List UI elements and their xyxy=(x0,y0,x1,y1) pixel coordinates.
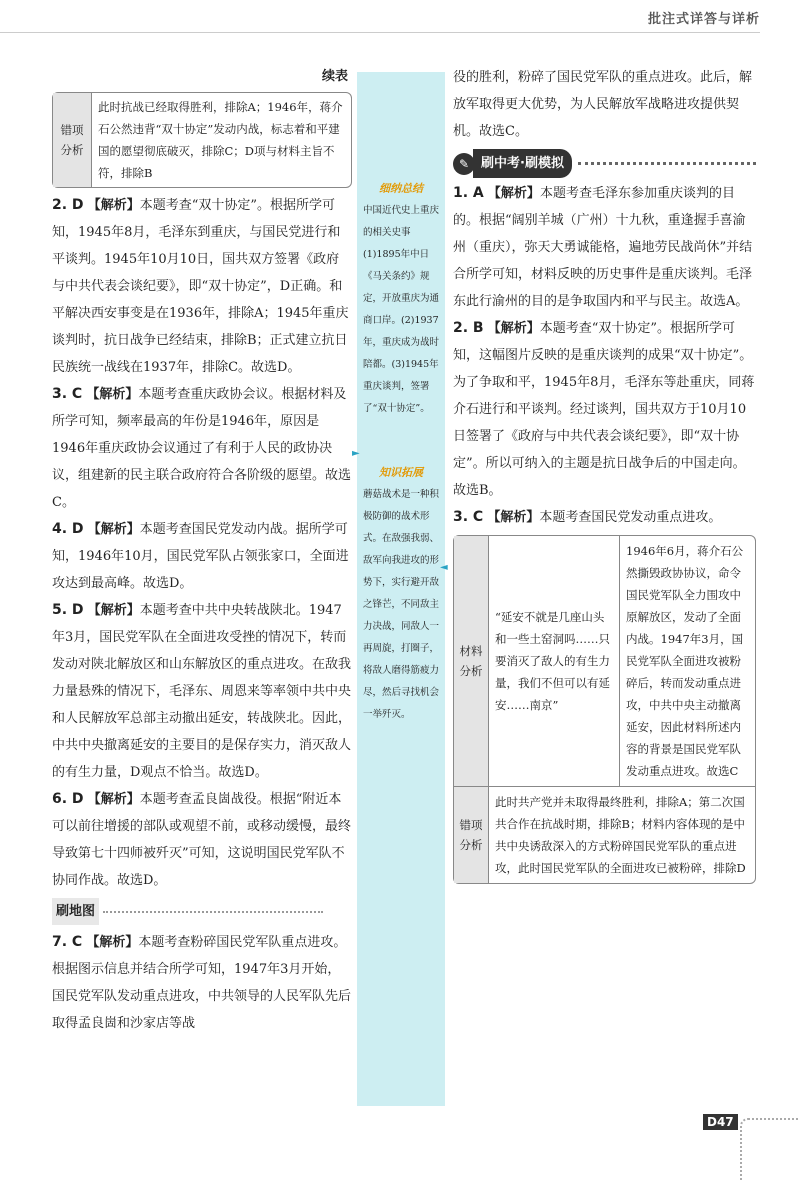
right-column xyxy=(453,64,756,884)
pointer-arrow-icon: ► xyxy=(352,448,360,459)
answer-7: 7. C 【解析】本题考查粉碎国民党军队重点进攻。根据图示信息并结合所学可知，1947年3月开始，国民党军队发动重点进攻，中共领导的人民军队先后取得孟良崮和沙家店等战 xyxy=(52,934,352,1031)
material-analysis: 1946年6月，蒋介石公然撕毁政协协议，命令国民党军队全力围攻中原解放区，发动了全面内战。1947年3月，国民党军队全面进攻被粉碎后，转而发动重点进攻，中共中央主动撤离延安，因此材料所述内容的背景是国民党军队发动重点进攻。故选C xyxy=(626,544,744,778)
extension-title: 知识拓展 xyxy=(379,466,423,479)
material-quote: “延安不就是几座山头和一些土窑洞吗……只要消灭了敌人的有生力量，我们不但可以有延安……南京” xyxy=(489,536,620,786)
section-map: 刷地图 xyxy=(52,894,352,929)
answer-7-continued: 役的胜利，粉碎了国民党军队的重点进攻。此后，解放军取得更大优势，为人民解放军战略进攻提供契机。故选C。 xyxy=(453,70,753,139)
mock-answer-2: 2. B 【解析】本题考查“双十协定”。根据所学可知，这幅图片反映的是重庆谈判的成果“双十协定”。为了争取和平，1945年8月，毛泽东等赴重庆，同蒋介石进行和平谈判。经过谈判，国共双方于10月10日签署了《政府与中共代表会谈纪要》，即“双十协定”。所以可纳入的主题是抗日战争后的中国走向。故选B。 xyxy=(453,320,755,498)
page-number: D47 xyxy=(703,1114,738,1130)
wrong-label: 错项分析 xyxy=(454,787,489,883)
page-corner-decoration xyxy=(740,1118,800,1180)
material-label: 材料分析 xyxy=(454,536,489,786)
answer-4: 4. D 【解析】本题考查国民党发动内战。据所学可知，1946年10月，国民党军队占领张家口，全面进攻达到最高峰。故选D。 xyxy=(52,521,349,591)
pen-icon: ✎ xyxy=(453,153,475,175)
analysis-table xyxy=(453,535,756,884)
notes-sidebar xyxy=(357,72,445,1106)
header-title: 批注式详答与详析 xyxy=(647,12,760,27)
wrong-analysis: 此时共产党并未取得最终胜利，排除A；第二次国共合作在抗战时期，排除B；材料内容体现的是中共中央诱敌深入的方式粉碎国民党军队的重点进攻，此时国民党军队的全面进攻已被粉碎，排除D xyxy=(495,795,746,875)
summary-title: 细纳总结 xyxy=(379,182,423,195)
wrong-row xyxy=(454,787,755,883)
box-text: 此时抗战已经取得胜利，排除A；1946年，蒋介石公然违背“双十协定”发动内战，标志着和平建国的愿望彻底破灭，排除C；D项与材料主旨不符，排除B xyxy=(98,100,343,180)
answer-3: 3. C 【解析】本题考查重庆政协会议。根据材料及所学可知，频率最高的年份是1946年，原因是1946年重庆政协会议通过了有利于人民的政协决议，组建新的民主联合政府符合各阶级的愿望。故选C。 xyxy=(52,386,352,510)
answer-2: 2. D 【解析】本题考查“双十协定”。根据所学可知，1945年8月，毛泽东到重庆，与国民党进行和平谈判。1945年10月10日，国共双方签署《政府与中共代表会谈纪要》，即“双十协定”，D正确。和平解决西安事变是在1936年，排除A；1945年重庆谈判时，抗日战争已经结束，排除B；正式建立抗日民族统一战线在1937年，排除C。故选D。 xyxy=(52,197,349,375)
mock-answer-1: 1. A 【解析】本题考查毛泽东参加重庆谈判的目的。根据“阔别羊城（广州）十九秋，重逢握手喜渝州（重庆），弥天大勇诚能格，遍地劳民战尚休”并结合所学可知，材料反映的历史事件是重庆谈判。毛泽东此行渝州的目的是争取国内和平与民主。故选A。 xyxy=(453,185,753,309)
header-divider xyxy=(0,32,760,33)
material-row xyxy=(454,536,755,787)
wrong-option-box xyxy=(52,92,352,188)
answer-6: 6. D 【解析】本题考查孟良崮战役。根据“附近本可以前往增援的部队或观望不前，或移动缓慢，最终导致第七十四师被歼灭”可知，这说明国民党军队不协同作战。故选D。 xyxy=(52,791,352,888)
pointer-arrow-left-icon: ◄ xyxy=(440,562,448,573)
brand-section: ✎ 刷中考·刷模拟 xyxy=(453,149,756,178)
box-label: 错项分析 xyxy=(53,93,92,187)
continued-label: 续表 xyxy=(321,69,348,84)
extension-text: 蘑菇战术是一种积极防御的战术形式。在敌强我弱、敌军向我进攻的形势下，实行避开敌之锋芒，不同敌主力决战，同敌人一再周旋，打圈子，将敌人磨得筋疲力尽，然后寻找机会一举歼灭。 xyxy=(363,489,440,720)
summary-text: 中国近代史上重庆的相关史事 (1)1895年中日《马关条约》规定，开放重庆为通商口岸。(2)1937年，重庆成为战时陪都。(3)1945年重庆谈判，签署了“双十协定”。 xyxy=(363,205,440,414)
answer-5: 5. D 【解析】本题考查中共中央转战陕北。1947年3月，国民党军队在全面进攻受挫的情况下，转而发动对陕北解放区和山东解放区的重点进攻。在敌我力量悬殊的情况下，毛泽东、周恩来等率领中共中央和人民解放军总部主动撤出延安，转战陕北。因此，中共中央撤离延安的主要目的是保存实力，消灭敌人的有生力量，D观点不恰当。故选D。 xyxy=(52,602,352,780)
mock-answer-3: 3. C 【解析】本题考查国民党发动重点进攻。 xyxy=(453,509,722,525)
left-column xyxy=(52,64,352,1037)
